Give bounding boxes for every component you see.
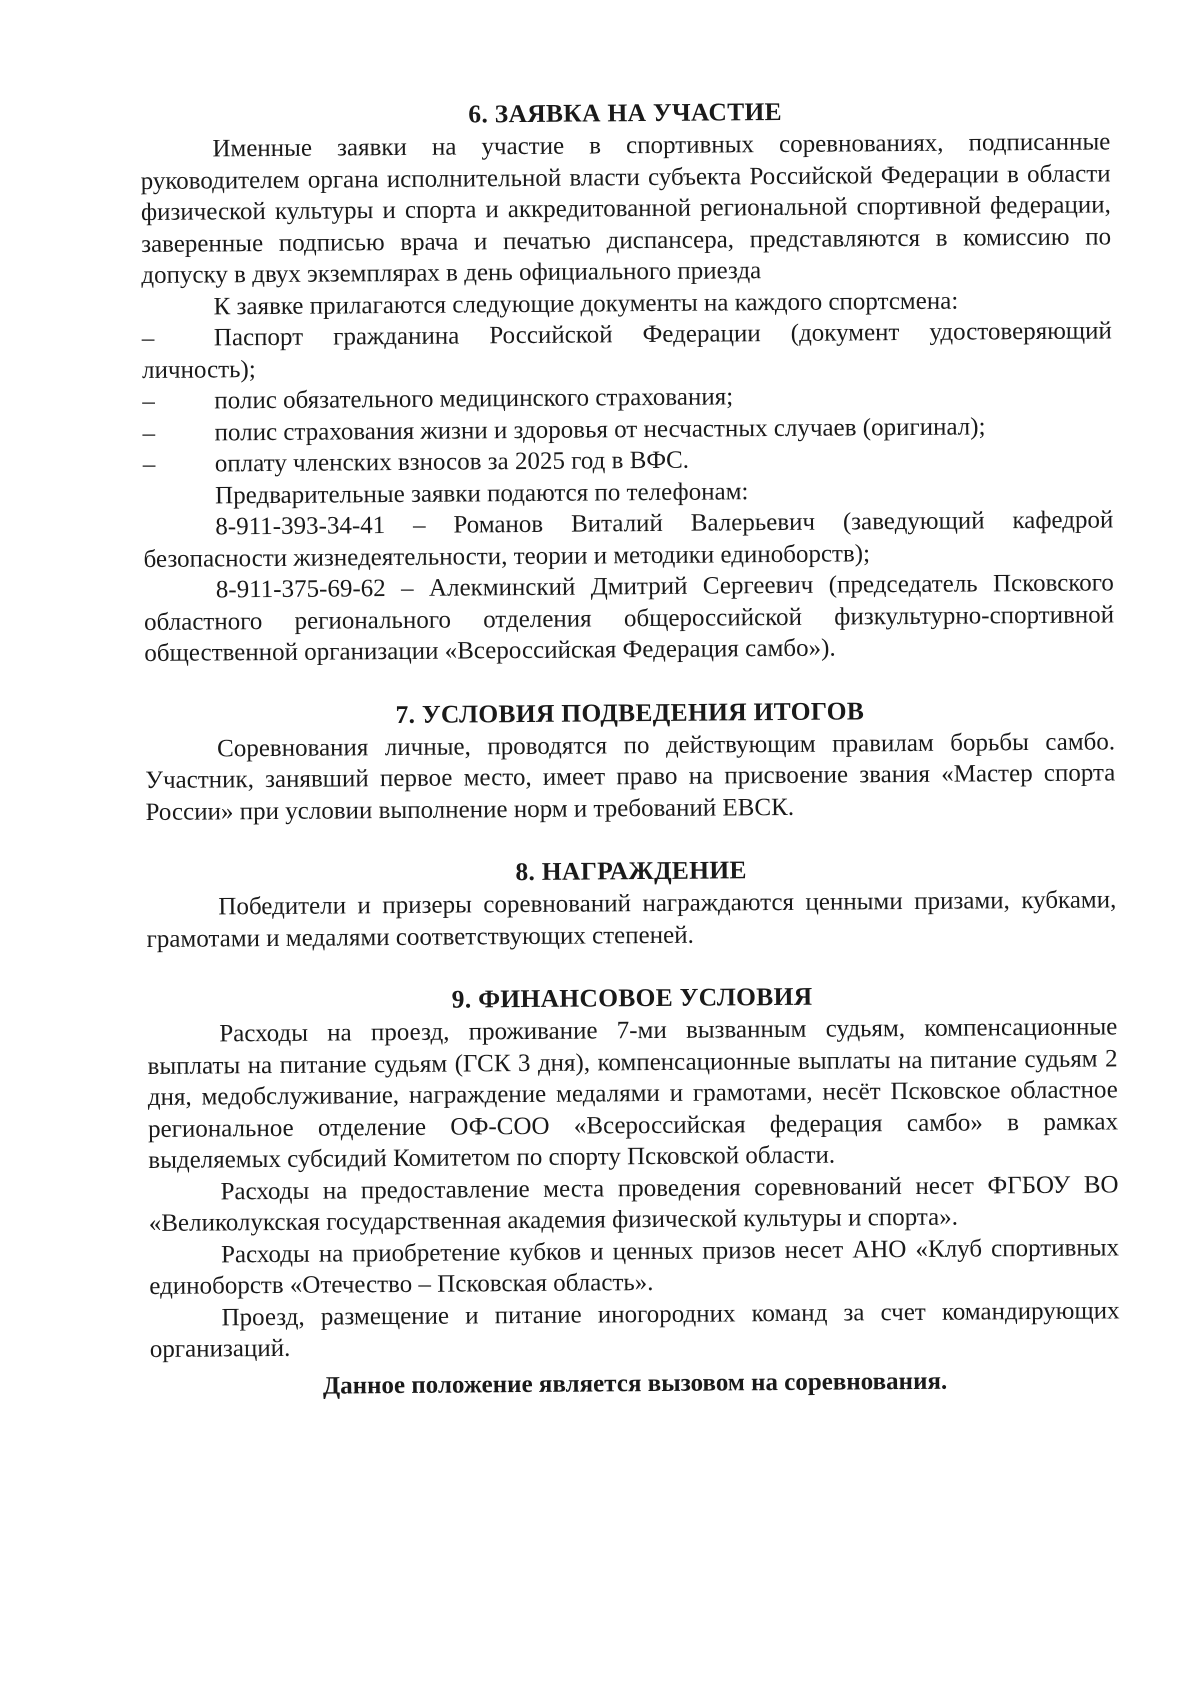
section-7-paragraph-1: Соревнования личные, проводятся по действующим правилам борьбы самбо. Участник, занявший первое место, имеет право на присвоение звания «Мастер спорта России» при условии выполнение норм и требований ЕВСК. <box>145 727 1116 826</box>
section-9-paragraph-4: Проезд, размещение и питание иногородних команд за счет командирующих организаций. <box>149 1296 1120 1363</box>
section-9-title: 9. ФИНАНСОВОЕ УСЛОВИЯ <box>451 981 813 1014</box>
bullet-dash: – <box>142 450 156 478</box>
section-6-phones-intro: Предварительные заявки подаются по телефонам: <box>215 477 749 509</box>
section-6-paragraph-2: К заявке прилагаются следующие документы на каждого спортсмена: <box>213 287 959 320</box>
section-7-title: 7. УСЛОВИЯ ПОДВЕДЕНИЯ ИТОГОВ <box>395 695 865 729</box>
bullet-dash: – <box>141 324 155 352</box>
document-body <box>140 92 1120 1403</box>
section-6-phone-2: 8-911-375-69-62 – Алекминский Дмитрий Сергеевич (председатель Псковского областного регионального отделения общероссийской физкультурно-спортивной общественной организации «Всероссийская Федерация самбо»). <box>143 569 1115 667</box>
bullet-dash: – <box>142 419 156 447</box>
bullet-text: полис страхования жизни и здоровья от несчастных случаев (оригинал); <box>214 412 986 446</box>
bullet-text: Паспорт гражданина Российской Федерации (документ удостоверяющий личность); <box>142 317 1112 384</box>
bullet-text: полис обязательного медицинского страхования; <box>214 383 734 415</box>
section-9-paragraph-3: Расходы на приобретение кубков и ценных призов несет АНО «Клуб спортивных единоборств «Отечество – Псковская область». <box>149 1233 1120 1300</box>
section-6-title: 6. ЗАЯВКА НА УЧАСТИЕ <box>468 96 782 129</box>
section-8-title: 8. НАГРАЖДЕНИЕ <box>515 855 747 887</box>
closing-statement: Данное положение является вызовом на соревнования. <box>322 1367 948 1400</box>
section-6-paragraph-1: Именные заявки на участие в спортивных соревнованиях, подписанные руководителем органа исполнительной власти субъекта Российской Федерации в области физической культуры и спорта и аккредитованной региональной спортивной федерации, заверенные подписью врача и печатью диспансера, представляются в комиссию по допуску в двух экземплярах в день официального приезда <box>140 128 1112 289</box>
section-9-paragraph-1: Расходы на проезд, проживание 7-ми вызванным судьям, компенсационные выплаты на питание судьям (ГСК 3 дня), компенсационные выплаты на питание судьям 2 дня, медобслуживание, награждение медалями и грамотами, несёт Псковское областное региональное отделение ОФ-СОО «Всероссийская федерация самбо» в рамках выделяемых субсидий Комитетом по спорту Псковской области. <box>147 1013 1119 1174</box>
section-6-bullet-1 <box>142 315 1112 386</box>
bullet-dash: – <box>142 387 155 415</box>
section-6-phone-1: 8-911-393-34-41 – Романов Виталий Валерьевич (заведующий кафедрой безопасности жизнедеятельности, теории и методики единоборств); <box>143 506 1114 573</box>
section-9-paragraph-2: Расходы на предоставление места проведения соревнований несет ФГБОУ ВО «Великолукская государственная академия физической культуры и спорта». <box>148 1170 1119 1237</box>
bullet-text: оплату членских взносов за 2025 год в ВФС. <box>214 446 690 478</box>
section-8-paragraph-1: Победители и призеры соревнований награждаются ценными призами, кубками, грамотами и медалями соответствующих степеней. <box>146 886 1117 953</box>
